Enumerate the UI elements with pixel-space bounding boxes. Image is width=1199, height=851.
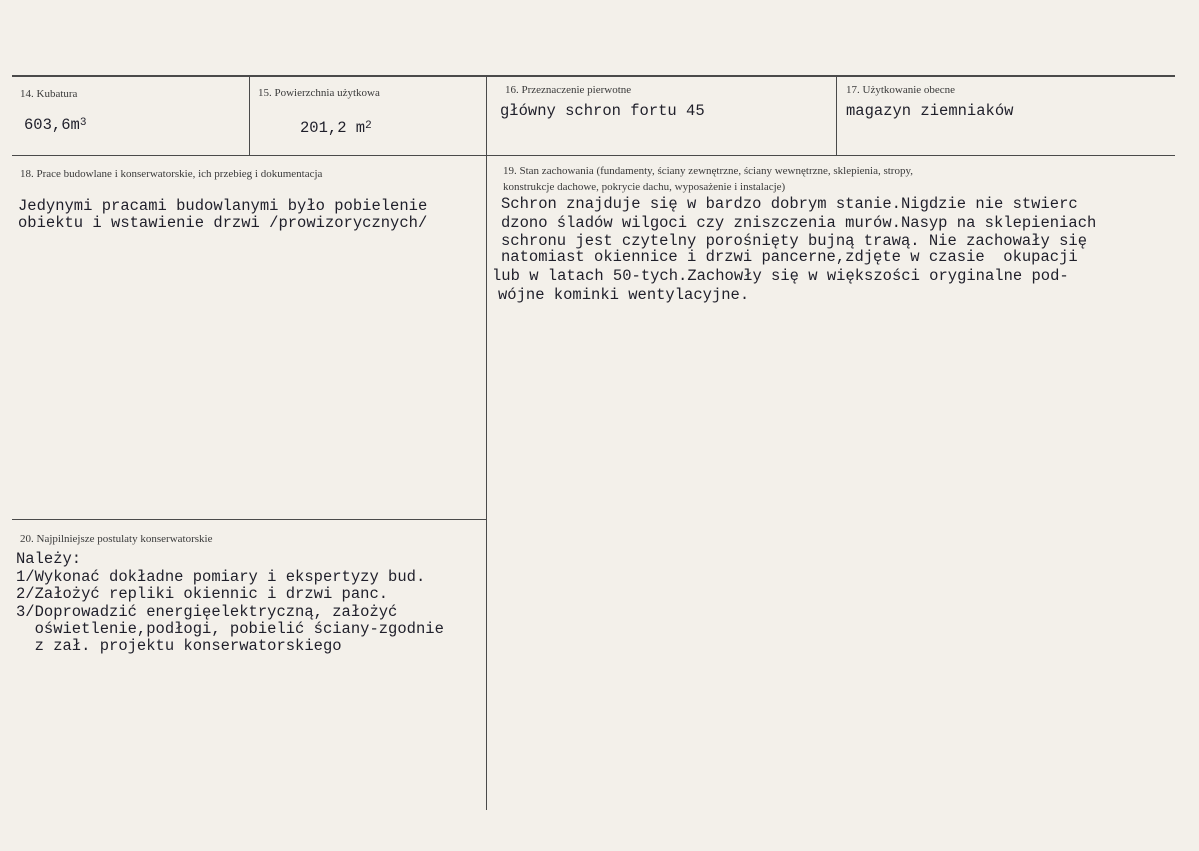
field-19-label-1: 19. Stan zachowania (fundamenty, ściany zewnętrzne, ściany wewnętrzne, sklepienia, stropy, xyxy=(503,165,914,177)
field-17-value: magazyn ziemniaków xyxy=(846,102,1014,120)
field-14-value-text: 603,6m xyxy=(24,116,80,134)
row-divider-1 xyxy=(12,155,1175,156)
field-16-value: główny schron fortu 45 xyxy=(500,102,705,120)
field-19-line-2: dzono śladów wilgoci czy zniszczenia murów.Nasyp na sklepieniach xyxy=(501,214,1097,232)
field-20-line-4: 3/Doprowadzić energięelektryczną, założyć xyxy=(16,603,398,621)
top-rule xyxy=(12,75,1175,77)
field-15-value-sup: 2 xyxy=(365,120,372,132)
col-divider-16-17 xyxy=(836,76,837,156)
field-15-value-text: 201,2 m xyxy=(300,119,366,137)
field-18-line-2: obiektu i wstawienie drzwi /prowizorycznych/ xyxy=(18,214,428,232)
field-20-line-1: Należy: xyxy=(16,550,82,568)
field-19-line-5: lub w latach 50-tych.Zachowły się w większości oryginalne pod- xyxy=(492,267,1069,285)
field-19-line-6: wójne kominki wentylacyjne. xyxy=(498,286,750,304)
field-20-line-5: oświetlenie,podłogi, pobielić ściany-zgodnie xyxy=(16,620,444,638)
field-14-value xyxy=(24,117,86,136)
field-20-line-2: 1/Wykonać dokładne pomiary i ekspertyzy bud. xyxy=(16,568,426,586)
col-divider-14-15 xyxy=(249,76,250,156)
field-19-line-4: natomiast okiennice i drzwi pancerne,zdjęte w czasie okupacji xyxy=(501,248,1078,266)
field-14-value-sup: 3 xyxy=(79,117,87,129)
field-20-line-3: 2/Założyć repliki okiennic i drzwi panc. xyxy=(16,585,389,603)
field-17-label: 17. Użytkowanie obecne xyxy=(846,84,956,96)
field-18-label: 18. Prace budowlane i konserwatorskie, ich przebieg i dokumentacja xyxy=(20,168,323,180)
row-divider-2 xyxy=(12,519,486,520)
field-19-line-3: schronu jest czytelny porośnięty bujną trawą. Nie zachowały się xyxy=(501,232,1087,250)
field-18-line-1: Jedynymi pracami budowlanymi było pobielenie xyxy=(18,197,428,215)
field-19-label-2: konstrukcje dachowe, pokrycie dachu, wyposażenie i instalacje) xyxy=(503,181,786,193)
field-20-label: 20. Najpilniejsze postulaty konserwatorskie xyxy=(20,533,213,545)
field-19-line-1: Schron znajduje się w bardzo dobrym stanie.Nigdzie nie stwierc xyxy=(501,195,1078,213)
field-14-label: 14. Kubatura xyxy=(20,88,78,100)
field-20-line-6: z zał. projektu konserwatorskiego xyxy=(16,637,342,655)
col-divider-main xyxy=(486,76,487,810)
field-15-label: 15. Powierzchnia użytkowa xyxy=(258,87,380,99)
field-15-value xyxy=(300,120,372,139)
field-16-label: 16. Przeznaczenie pierwotne xyxy=(505,84,632,96)
